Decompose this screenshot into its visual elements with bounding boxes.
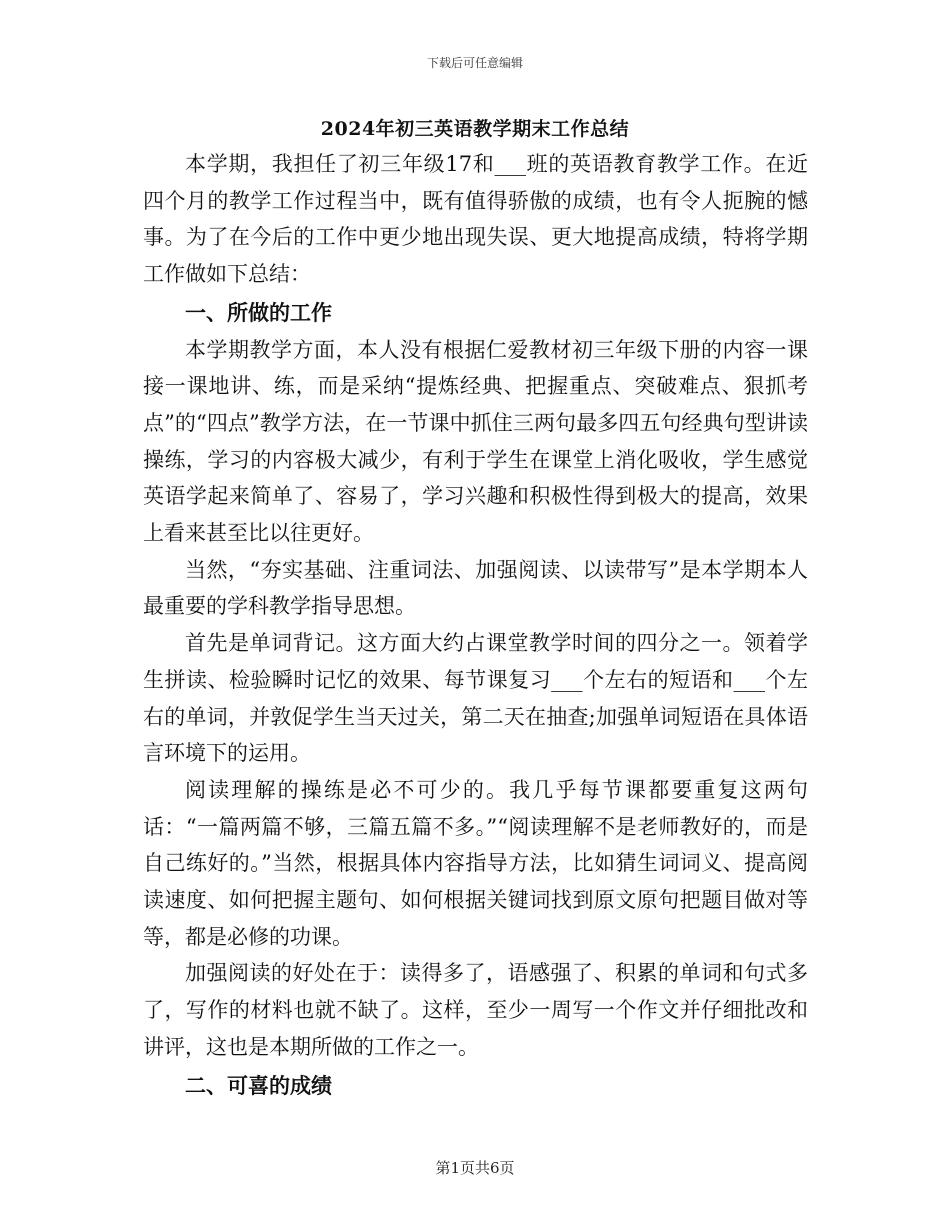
paragraph-teaching-method: 本学期教学方面，本人没有根据仁爱教材初三年级下册的内容一课接一课地讲、练，而是采纳“提炼经典、把握重点、突破难点、狠抓考点”的“四点”教学方法，在一节课中抓住三两句最多四五句经典句型讲读操练，学习的内容极大减少，有利于学生在课堂上消化吸收，学生感觉英语学起来简单了、容易了，学习兴趣和积极性得到极大的提高，效果上看来甚至比以往更好。 xyxy=(143,337,808,546)
paragraph-intro: 本学期，我担任了初三年级17和___班的英语教育教学工作。在近四个月的教学工作过程当中，既有值得骄傲的成绩，也有令人扼腕的憾事。为了在今后的工作中更少地出现失误、更大地提高成绩，特将学期工作做如下总结： xyxy=(143,152,808,287)
page-number: 第1页共6页 xyxy=(435,1159,515,1177)
paragraph-vocabulary: 首先是单词背记。这方面大约占课堂教学时间的四分之一。领着学生拼读、检验瞬时记忆的效果、每节课复习___个左右的短语和___个左右的单词，并敦促学生当天过关，第二天在抽查;加强单词短语在具体语言环境下的运用。 xyxy=(143,631,808,766)
paragraph-guiding-idea: 当然，“夯实基础、注重词法、加强阅读、以读带写”是本学期本人最重要的学科教学指导思想。 xyxy=(143,557,808,619)
header-note: 下载后可任意编辑 xyxy=(426,56,523,70)
document-body xyxy=(143,146,808,1104)
section-heading-work-done: 一、所做的工作 xyxy=(185,299,332,325)
document-title: 2024年初三英语教学期末工作总结 xyxy=(320,118,630,140)
paragraph-reading: 阅读理解的操练是必不可少的。我几乎每节课都要重复这两句话：“一篇两篇不够，三篇五篇不多。”“阅读理解不是老师教好的，而是自己练好的。”当然，根据具体内容指导方法，比如猜生词词义、提高阅读速度、如何把握主题句、如何根据关键词找到原文原句把题目做对等等，都是必修的功课。 xyxy=(143,777,808,949)
section-heading-achievements: 二、可喜的成绩 xyxy=(185,1072,332,1098)
paragraph-writing: 加强阅读的好处在于：读得多了，语感强了、积累的单词和句式多了，写作的材料也就不缺了。这样，至少一周写一个作文并仔细批改和讲评，这也是本期所做的工作之一。 xyxy=(143,961,808,1059)
